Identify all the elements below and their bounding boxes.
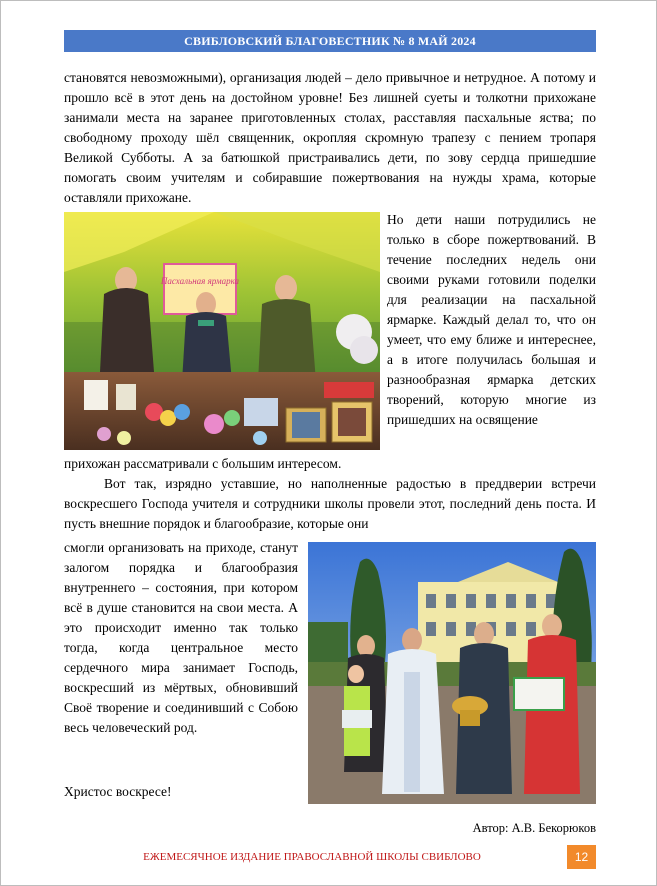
group-photo bbox=[308, 542, 596, 804]
fair-sign-text: Пасхальная ярмарка bbox=[160, 276, 240, 286]
article-paragraph-mid: Вот так, изрядно уставшие, но наполненные радостью в преддверии встречи воскресшего Господа учителя и сотрудники школы провели этот, последний день поста. И пусть внешние порядок и благообразие, которые они bbox=[64, 476, 596, 531]
article-paragraph-right-end: прихожан рассматривали с большим интересом. bbox=[64, 456, 342, 471]
article-paragraph-top: становятся невозможными), организация людей – дело привычное и нетрудное. А потому и прошло всё в этот день на достойном уровне! Без лишней суеты и толкотни прихожане занимали места на заранее приготовленных столах, расставляя пасхальные яства; по свободному проходу шёл священник, окропляя скромную трапезу с пением тропаря Великой Субботы. А за батюшкой пристраивались дети, по зову сердца пришедшие помогать своим учителям и собиравшие пожертвования на нужды храма, которые оставляли прихожане. bbox=[64, 70, 596, 205]
article-author: Автор: А.В. Бекорюков bbox=[472, 821, 596, 835]
page-number-badge: 12 bbox=[567, 845, 596, 869]
newsletter-header: СВИБЛОВСКИЙ БЛАГОВЕСТНИК № 8 МАЙ 2024 bbox=[64, 30, 596, 52]
footer-publication: ЕЖЕМЕСЯЧНОЕ ИЗДАНИЕ ПРАВОСЛАВНОЙ ШКОЛЫ СВИБЛОВО bbox=[143, 851, 481, 863]
article-paragraph-left: смогли организовать на приходе, станут залогом порядка и благообразия внутреннего – состояния, при котором всё в душе становится на свои места. А это происходит именно так только тогда, когда центральное место сердечного мира занимает Господь, воскресший из мёртвых, обновивший Своё творение и соединивший с Собою весь человеческий род. bbox=[64, 540, 298, 735]
closing-line: Христос воскресе! bbox=[64, 784, 172, 799]
article-paragraph-right: Но дети наши потрудились не только в сборе пожертвований. В течение последних недель они своими руками готовили поделки для реализации на пасхальной ярмарке. Каждый делал то, что он умеет, что ему ближе и интереснее, а в итоге получилась большая и разнообразная ярмарка детских творений, которую многие из пришедших на освящение bbox=[387, 212, 596, 427]
easter-fair-photo bbox=[64, 212, 380, 450]
